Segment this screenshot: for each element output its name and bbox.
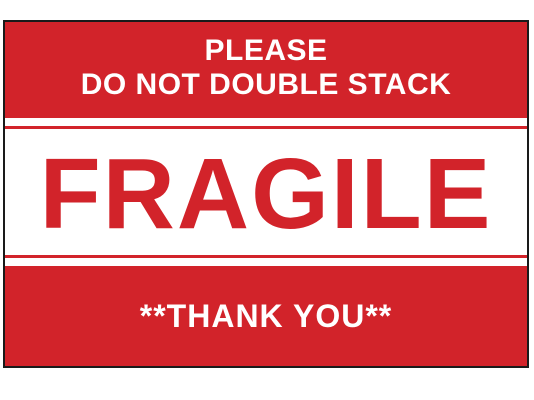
top-red-band	[5, 22, 527, 114]
thank-you-text: **THANK YOU**	[139, 297, 393, 334]
lower-divider-stripe	[5, 255, 527, 258]
do-not-double-stack-text: DO NOT DOUBLE STACK	[80, 68, 452, 101]
bottom-red-band	[5, 272, 527, 368]
center-white-band	[5, 118, 527, 266]
upper-divider-stripe	[5, 126, 527, 129]
fragile-label	[3, 20, 529, 368]
please-text: PLEASE	[204, 34, 328, 67]
fragile-title: FRAGILE	[39, 138, 493, 250]
